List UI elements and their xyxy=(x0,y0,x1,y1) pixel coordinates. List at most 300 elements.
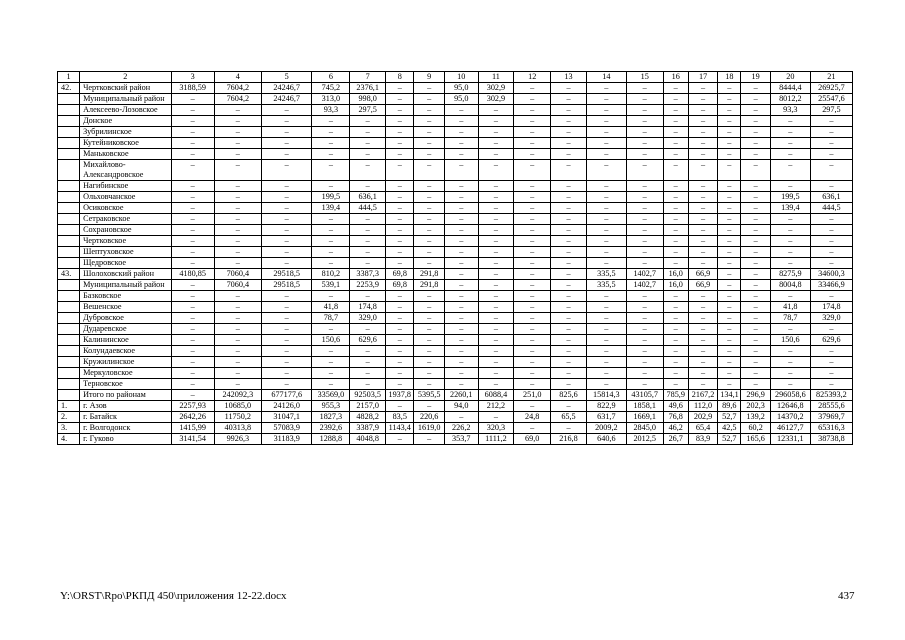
value-cell: – xyxy=(551,269,587,280)
value-cell: – xyxy=(741,335,770,346)
value-cell: 150,6 xyxy=(770,335,810,346)
value-cell: – xyxy=(478,192,514,203)
value-cell: – xyxy=(663,346,688,357)
value-cell: – xyxy=(261,335,311,346)
value-cell: – xyxy=(514,401,551,412)
value-cell: 297,5 xyxy=(810,105,852,116)
value-cell: 220,6 xyxy=(414,412,444,423)
value-cell: 199,5 xyxy=(770,192,810,203)
value-cell: 41,8 xyxy=(770,302,810,313)
table-row xyxy=(58,357,853,368)
value-cell: – xyxy=(741,269,770,280)
value-cell: 1858,1 xyxy=(626,401,663,412)
value-cell: 444,5 xyxy=(350,203,386,214)
value-cell: 3188,59 xyxy=(171,83,214,94)
value-cell: 2845,0 xyxy=(626,423,663,434)
value-cell: – xyxy=(663,225,688,236)
value-cell: – xyxy=(214,138,261,149)
row-name-cell: Сетраковское xyxy=(80,214,171,225)
value-cell: – xyxy=(478,368,514,379)
value-cell: – xyxy=(414,324,444,335)
value-cell: – xyxy=(414,94,444,105)
value-cell: – xyxy=(718,236,741,247)
value-cell: 2376,1 xyxy=(350,83,386,94)
value-cell: 302,9 xyxy=(478,94,514,105)
value-cell: – xyxy=(261,346,311,357)
value-cell: 825393,2 xyxy=(810,390,852,401)
value-cell: – xyxy=(770,149,810,160)
value-cell: 329,0 xyxy=(810,313,852,324)
value-cell: 29518,5 xyxy=(261,269,311,280)
value-cell: – xyxy=(586,160,626,181)
value-cell: – xyxy=(444,313,478,324)
value-cell: 6088,4 xyxy=(478,390,514,401)
value-cell: 31047,1 xyxy=(261,412,311,423)
row-number-cell xyxy=(58,258,80,269)
column-number-cell: 7 xyxy=(350,72,386,83)
value-cell: – xyxy=(214,203,261,214)
value-cell: – xyxy=(663,302,688,313)
value-cell: – xyxy=(551,313,587,324)
row-name-cell: г. Гуково xyxy=(80,434,171,445)
value-cell: – xyxy=(414,149,444,160)
table-row xyxy=(58,105,853,116)
value-cell: – xyxy=(741,127,770,138)
data-table xyxy=(57,71,853,445)
value-cell: 8275,9 xyxy=(770,269,810,280)
column-number-cell: 18 xyxy=(718,72,741,83)
value-cell: 1402,7 xyxy=(626,280,663,291)
value-cell: 174,8 xyxy=(810,302,852,313)
value-cell: – xyxy=(386,335,414,346)
value-cell: 24,8 xyxy=(514,412,551,423)
value-cell: – xyxy=(770,138,810,149)
value-cell: – xyxy=(514,83,551,94)
value-cell: – xyxy=(663,324,688,335)
value-cell: – xyxy=(312,357,350,368)
value-cell: – xyxy=(414,247,444,258)
value-cell: – xyxy=(312,116,350,127)
value-cell: – xyxy=(514,149,551,160)
value-cell: – xyxy=(312,225,350,236)
table-row xyxy=(58,127,853,138)
value-cell: – xyxy=(551,423,587,434)
value-cell: – xyxy=(663,181,688,192)
value-cell: 202,9 xyxy=(688,412,717,423)
value-cell: – xyxy=(551,83,587,94)
value-cell: – xyxy=(214,346,261,357)
value-cell: – xyxy=(741,302,770,313)
value-cell: – xyxy=(312,181,350,192)
table-row xyxy=(58,401,853,412)
row-name-cell: Терновское xyxy=(80,379,171,390)
value-cell: – xyxy=(444,346,478,357)
value-cell: 2260,1 xyxy=(444,390,478,401)
value-cell: 24246,7 xyxy=(261,83,311,94)
value-cell: – xyxy=(770,214,810,225)
row-number-cell xyxy=(58,225,80,236)
table-header-row xyxy=(58,72,853,83)
row-name-cell: Базковское xyxy=(80,291,171,302)
value-cell: – xyxy=(626,236,663,247)
value-cell: – xyxy=(350,379,386,390)
value-cell: – xyxy=(386,313,414,324)
value-cell: 785,9 xyxy=(663,390,688,401)
value-cell: – xyxy=(350,291,386,302)
value-cell: – xyxy=(688,83,717,94)
value-cell: – xyxy=(626,105,663,116)
value-cell: – xyxy=(770,225,810,236)
value-cell: – xyxy=(718,280,741,291)
value-cell: – xyxy=(261,291,311,302)
row-number-cell xyxy=(58,379,80,390)
column-number-cell: 2 xyxy=(80,72,171,83)
value-cell: – xyxy=(386,105,414,116)
value-cell: – xyxy=(663,192,688,203)
value-cell: – xyxy=(414,434,444,445)
value-cell: – xyxy=(626,247,663,258)
value-cell: – xyxy=(386,116,414,127)
table-row xyxy=(58,225,853,236)
value-cell: – xyxy=(514,302,551,313)
value-cell: – xyxy=(586,291,626,302)
value-cell: – xyxy=(414,214,444,225)
value-cell: 12646,8 xyxy=(770,401,810,412)
value-cell: – xyxy=(414,160,444,181)
column-number-cell: 16 xyxy=(663,72,688,83)
value-cell: – xyxy=(171,324,214,335)
value-cell: – xyxy=(586,302,626,313)
value-cell: – xyxy=(478,105,514,116)
value-cell: – xyxy=(261,116,311,127)
value-cell: – xyxy=(551,127,587,138)
value-cell: 3387,3 xyxy=(350,269,386,280)
value-cell: 139,4 xyxy=(770,203,810,214)
value-cell: – xyxy=(171,379,214,390)
value-cell: – xyxy=(261,160,311,181)
value-cell: – xyxy=(414,225,444,236)
value-cell: – xyxy=(171,258,214,269)
value-cell: – xyxy=(386,203,414,214)
value-cell: 33569,0 xyxy=(312,390,350,401)
value-cell: – xyxy=(810,181,852,192)
value-cell: – xyxy=(688,192,717,203)
value-cell: – xyxy=(514,379,551,390)
row-name-cell: Алексеево-Лозовское xyxy=(80,105,171,116)
value-cell: – xyxy=(741,181,770,192)
value-cell: – xyxy=(688,127,717,138)
value-cell: – xyxy=(444,116,478,127)
value-cell: 822,9 xyxy=(586,401,626,412)
value-cell: – xyxy=(444,269,478,280)
value-cell: – xyxy=(514,357,551,368)
value-cell: 631,7 xyxy=(586,412,626,423)
row-number-cell xyxy=(58,313,80,324)
value-cell: 539,1 xyxy=(312,280,350,291)
value-cell: 998,0 xyxy=(350,94,386,105)
value-cell: – xyxy=(514,247,551,258)
value-cell: – xyxy=(663,258,688,269)
value-cell: – xyxy=(386,302,414,313)
value-cell: – xyxy=(386,401,414,412)
value-cell: – xyxy=(770,127,810,138)
column-number-cell: 12 xyxy=(514,72,551,83)
value-cell: – xyxy=(741,346,770,357)
table-row xyxy=(58,192,853,203)
value-cell: – xyxy=(551,116,587,127)
value-cell: – xyxy=(214,335,261,346)
value-cell: 8444,4 xyxy=(770,83,810,94)
value-cell: – xyxy=(171,138,214,149)
value-cell: – xyxy=(312,160,350,181)
value-cell: – xyxy=(171,368,214,379)
value-cell: – xyxy=(741,379,770,390)
value-cell: – xyxy=(718,247,741,258)
row-number-cell xyxy=(58,105,80,116)
value-cell: – xyxy=(171,116,214,127)
value-cell: – xyxy=(214,127,261,138)
value-cell: – xyxy=(386,434,414,445)
value-cell: – xyxy=(663,368,688,379)
value-cell: – xyxy=(414,335,444,346)
value-cell: – xyxy=(663,379,688,390)
value-cell: – xyxy=(718,83,741,94)
row-name-cell: Вешенское xyxy=(80,302,171,313)
value-cell: – xyxy=(551,203,587,214)
value-cell: 66,9 xyxy=(688,269,717,280)
value-cell: – xyxy=(688,225,717,236)
value-cell: – xyxy=(171,203,214,214)
value-cell: – xyxy=(171,225,214,236)
table-row xyxy=(58,160,853,181)
value-cell: 1111,2 xyxy=(478,434,514,445)
value-cell: – xyxy=(444,225,478,236)
value-cell: – xyxy=(626,116,663,127)
value-cell: – xyxy=(514,269,551,280)
row-number-cell xyxy=(58,181,80,192)
value-cell: – xyxy=(770,291,810,302)
value-cell: – xyxy=(478,214,514,225)
value-cell: – xyxy=(626,149,663,160)
value-cell: – xyxy=(214,313,261,324)
value-cell: – xyxy=(810,368,852,379)
value-cell: – xyxy=(741,236,770,247)
value-cell: – xyxy=(626,181,663,192)
value-cell: – xyxy=(663,335,688,346)
value-cell: 52,7 xyxy=(718,434,741,445)
value-cell: – xyxy=(586,94,626,105)
footer-page-number: 437 xyxy=(838,590,855,602)
value-cell: – xyxy=(350,236,386,247)
value-cell: – xyxy=(810,247,852,258)
value-cell: – xyxy=(718,138,741,149)
column-number-cell: 13 xyxy=(551,72,587,83)
value-cell: – xyxy=(551,368,587,379)
value-cell: – xyxy=(478,335,514,346)
value-cell: 444,5 xyxy=(810,203,852,214)
value-cell: – xyxy=(626,214,663,225)
value-cell: – xyxy=(586,105,626,116)
value-cell: 629,6 xyxy=(350,335,386,346)
value-cell: – xyxy=(478,127,514,138)
value-cell: – xyxy=(741,280,770,291)
row-name-cell: Колундаевское xyxy=(80,346,171,357)
value-cell: – xyxy=(551,291,587,302)
value-cell: 335,5 xyxy=(586,280,626,291)
value-cell: – xyxy=(261,357,311,368)
value-cell: – xyxy=(770,236,810,247)
row-name-cell: Зубрилинское xyxy=(80,127,171,138)
value-cell: 41,8 xyxy=(312,302,350,313)
value-cell: – xyxy=(350,357,386,368)
value-cell: – xyxy=(688,368,717,379)
value-cell: 296,9 xyxy=(741,390,770,401)
value-cell: 212,2 xyxy=(478,401,514,412)
value-cell: – xyxy=(171,280,214,291)
value-cell: 57083,9 xyxy=(261,423,311,434)
value-cell: 89,6 xyxy=(718,401,741,412)
value-cell: – xyxy=(386,236,414,247)
value-cell: – xyxy=(414,203,444,214)
value-cell: – xyxy=(386,247,414,258)
value-cell: – xyxy=(586,324,626,335)
value-cell: – xyxy=(444,105,478,116)
value-cell: 42,5 xyxy=(718,423,741,434)
value-cell: – xyxy=(688,116,717,127)
value-cell: 2157,0 xyxy=(350,401,386,412)
row-name-cell: Шептуховское xyxy=(80,247,171,258)
value-cell: – xyxy=(312,258,350,269)
value-cell: – xyxy=(312,149,350,160)
value-cell: – xyxy=(688,379,717,390)
value-cell: 150,6 xyxy=(312,335,350,346)
value-cell: 2257,93 xyxy=(171,401,214,412)
value-cell: – xyxy=(386,192,414,203)
value-cell: 677177,6 xyxy=(261,390,311,401)
row-number-cell xyxy=(58,368,80,379)
value-cell: – xyxy=(444,379,478,390)
value-cell: 2167,2 xyxy=(688,390,717,401)
value-cell: – xyxy=(663,83,688,94)
value-cell: – xyxy=(663,357,688,368)
value-cell: – xyxy=(171,160,214,181)
value-cell: 37969,7 xyxy=(810,412,852,423)
row-number-cell xyxy=(58,247,80,258)
value-cell: – xyxy=(626,94,663,105)
value-cell: 640,6 xyxy=(586,434,626,445)
value-cell: – xyxy=(626,203,663,214)
value-cell: 1402,7 xyxy=(626,269,663,280)
row-number-cell: 42. xyxy=(58,83,80,94)
row-name-cell: г. Батайск xyxy=(80,412,171,423)
table-row xyxy=(58,434,853,445)
value-cell: – xyxy=(551,149,587,160)
table-row xyxy=(58,302,853,313)
value-cell: – xyxy=(718,105,741,116)
value-cell: – xyxy=(414,291,444,302)
row-name-cell: Нагибинское xyxy=(80,181,171,192)
value-cell: – xyxy=(171,94,214,105)
value-cell: 2012,5 xyxy=(626,434,663,445)
value-cell: – xyxy=(626,346,663,357)
value-cell: – xyxy=(350,258,386,269)
value-cell: 24246,7 xyxy=(261,94,311,105)
value-cell: – xyxy=(350,116,386,127)
value-cell: – xyxy=(214,258,261,269)
value-cell: 134,1 xyxy=(718,390,741,401)
value-cell: – xyxy=(718,94,741,105)
value-cell: – xyxy=(663,291,688,302)
value-cell: – xyxy=(718,335,741,346)
value-cell: 11750,2 xyxy=(214,412,261,423)
value-cell: – xyxy=(663,138,688,149)
value-cell: – xyxy=(214,324,261,335)
row-name-cell: Щедровское xyxy=(80,258,171,269)
value-cell: 7060,4 xyxy=(214,280,261,291)
table-row xyxy=(58,379,853,390)
table-row xyxy=(58,368,853,379)
value-cell: – xyxy=(350,127,386,138)
value-cell: – xyxy=(386,324,414,335)
value-cell: – xyxy=(626,324,663,335)
value-cell: 16,0 xyxy=(663,269,688,280)
value-cell: – xyxy=(688,346,717,357)
value-cell: – xyxy=(444,324,478,335)
value-cell: – xyxy=(171,236,214,247)
value-cell: – xyxy=(741,105,770,116)
value-cell: – xyxy=(171,335,214,346)
footer-file-path: Y:\ORST\Rpo\РКПД 450\приложения 12-22.docx xyxy=(60,590,287,602)
value-cell: – xyxy=(478,313,514,324)
value-cell: 353,7 xyxy=(444,434,478,445)
value-cell: – xyxy=(478,149,514,160)
value-cell: 40313,8 xyxy=(214,423,261,434)
value-cell: – xyxy=(586,138,626,149)
value-cell: – xyxy=(478,116,514,127)
table-row xyxy=(58,390,853,401)
value-cell: – xyxy=(688,313,717,324)
value-cell: – xyxy=(626,160,663,181)
value-cell: – xyxy=(171,346,214,357)
value-cell: – xyxy=(414,357,444,368)
value-cell: – xyxy=(626,379,663,390)
value-cell: – xyxy=(586,127,626,138)
value-cell: – xyxy=(810,116,852,127)
row-number-cell xyxy=(58,390,80,401)
value-cell: – xyxy=(312,247,350,258)
value-cell: – xyxy=(478,280,514,291)
value-cell: – xyxy=(350,214,386,225)
value-cell: – xyxy=(663,116,688,127)
value-cell: 95,0 xyxy=(444,94,478,105)
value-cell: – xyxy=(663,313,688,324)
value-cell: – xyxy=(688,105,717,116)
value-cell: – xyxy=(261,192,311,203)
value-cell: – xyxy=(478,357,514,368)
value-cell: – xyxy=(551,324,587,335)
value-cell: 8012,2 xyxy=(770,94,810,105)
value-cell: – xyxy=(444,335,478,346)
value-cell: – xyxy=(586,346,626,357)
row-number-cell xyxy=(58,280,80,291)
value-cell: – xyxy=(626,127,663,138)
value-cell: – xyxy=(770,324,810,335)
value-cell: – xyxy=(414,313,444,324)
value-cell: 46127,7 xyxy=(770,423,810,434)
value-cell: – xyxy=(663,203,688,214)
value-cell: – xyxy=(741,258,770,269)
value-cell: – xyxy=(214,225,261,236)
